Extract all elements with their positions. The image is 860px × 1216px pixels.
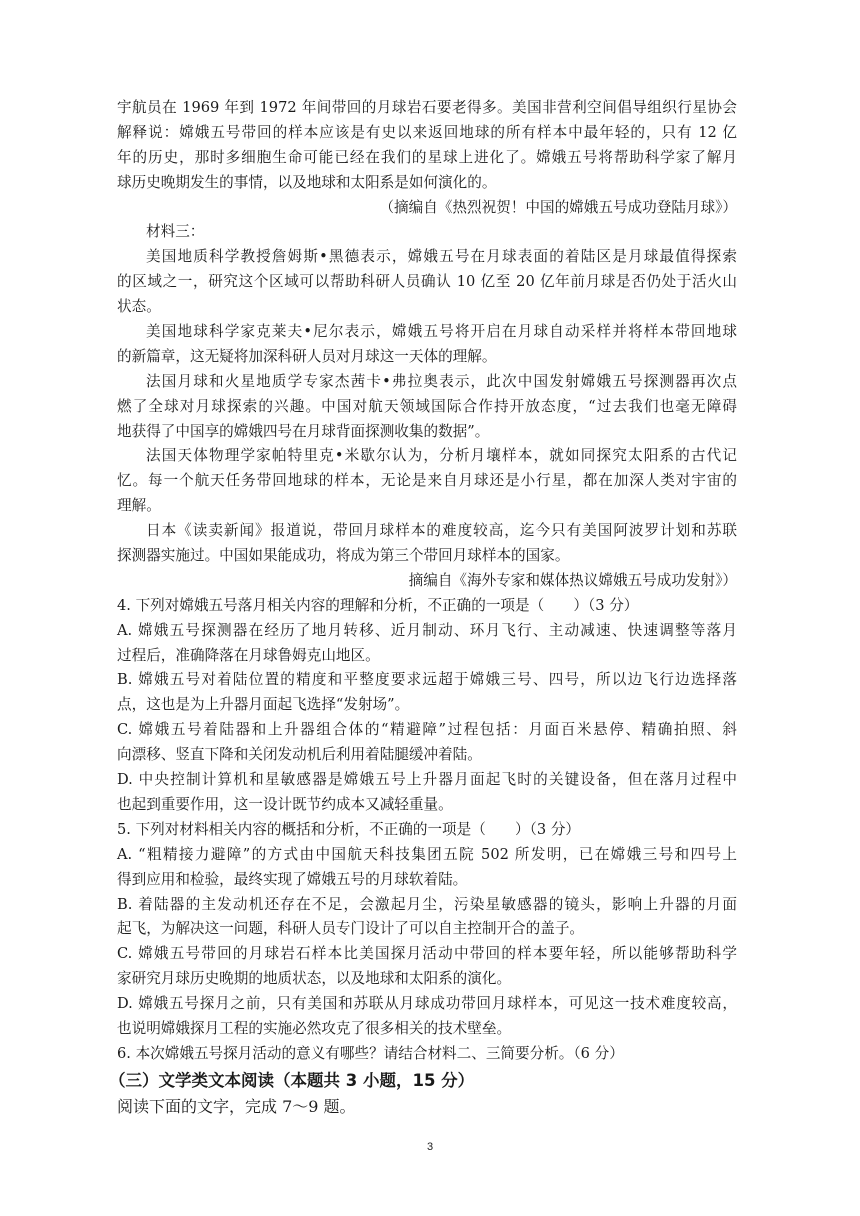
text-line: D. 嫦娥五号探月之前，只有美国和苏联从月球成功带回月球样本，可见这一技术难度较高， bbox=[117, 995, 737, 1013]
option-c bbox=[117, 942, 737, 992]
page-number: 3 bbox=[426, 1141, 434, 1153]
option-c bbox=[117, 718, 737, 768]
text-line: 状态。 bbox=[117, 298, 161, 316]
question-stem: 4. 下列对嫦娥五号落月相关内容的理解和分析，不正确的一项是（ ）（3 分） bbox=[117, 596, 639, 614]
text-line: 家研究月球历史晚期的地质状态，以及地球和太阳系的演化。 bbox=[117, 970, 512, 988]
text-line: 理解。 bbox=[117, 497, 161, 515]
section-intro: 阅读下面的文字，完成 7～9 题。 bbox=[117, 1096, 356, 1116]
option-a bbox=[117, 619, 737, 669]
material-3-paragraph bbox=[117, 444, 737, 519]
text-line: 也起到重要作用，这一设计既节约成本又减轻重量。 bbox=[117, 795, 453, 813]
text-line: B. 着陆器的主发动机还存在不足，会激起月尘，污染星敏感器的镜头，影响上升器的月面 bbox=[117, 895, 737, 913]
source-citation: （摘编自《热烈祝贺！中国的嫦娥五号成功登陆月球》） bbox=[379, 198, 737, 216]
option-b bbox=[117, 893, 737, 943]
text-line: 起飞，为解决这一问题，科研人员专门设计了可以自主控制开合的盖子。 bbox=[117, 920, 585, 938]
text-line: 解释说：嫦娥五号带回的样本应该是有史以来返回地球的所有样本中最年轻的，只有 12 亿 bbox=[117, 123, 737, 141]
material-3-paragraph bbox=[117, 370, 737, 445]
text-line: C. 嫦娥五号着陆器和上升器组合体的“精避障”过程包括：月面百米悬停、精确拍照、斜 bbox=[117, 721, 737, 739]
material-3 bbox=[117, 220, 737, 593]
text-line: 的区域之一，研究这个区域可以帮助科研人员确认 10 亿至 20 亿年前月球是否仍处于活火山 bbox=[117, 273, 737, 291]
text-line: A. “粗精接力避障”的方式由中国航天科技集团五院 502 所发明，已在嫦娥三号和四号上 bbox=[117, 845, 737, 863]
text-line: 日本《读卖新闻》报道说，带回月球样本的难度较高，迄今只有美国阿波罗计划和苏联 bbox=[146, 522, 737, 540]
text-line: 向漂移、竖直下降和关闭发动机后利用着陆腿缓冲着陆。 bbox=[117, 746, 482, 764]
text-line: A. 嫦娥五号探测器在经历了地月转移、近月制动、环月飞行、主动减速、快速调整等落月 bbox=[117, 621, 737, 639]
text-line: 地获得了中国享的嫦娥四号在月球背面探测收集的数据”。 bbox=[117, 422, 490, 440]
question-4 bbox=[117, 594, 737, 818]
material-3-paragraph bbox=[117, 320, 737, 370]
section-heading: （三）文学类文本阅读（本题共 3 小题，15 分） bbox=[109, 1070, 475, 1090]
text-line: 球历史晚期发生的事情，以及地球和太阳系是如何演化的。 bbox=[117, 173, 497, 191]
material-2-tail bbox=[117, 96, 737, 220]
text-line: 也说明嫦娥探月工程的实施必然攻克了很多相关的技术壁垒。 bbox=[117, 1019, 512, 1037]
material-3-label: 材料三： bbox=[146, 223, 205, 241]
text-line: 美国地球科学家克莱夫•尼尔表示，嫦娥五号将开启在月球自动采样并将样本带回地球 bbox=[146, 323, 737, 341]
text-line: 法国天体物理学家帕特里克•米歇尔认为，分析月壤样本，就如同探究太阳系的古代记 bbox=[146, 447, 737, 465]
option-d bbox=[117, 768, 737, 818]
text-line: 法国月球和火星地质学专家杰茜卡•弗拉奥表示，此次中国发射嫦娥五号探测器再次点 bbox=[146, 372, 737, 390]
text-line: 过程后，准确降落在月球鲁姆克山地区。 bbox=[117, 646, 380, 664]
material-3-paragraph bbox=[117, 245, 737, 320]
text-line: 燃了全球对月球探索的兴趣。中国对航天领域国际合作持开放态度，“过去我们也毫无障碍 bbox=[117, 397, 737, 415]
option-d bbox=[117, 992, 737, 1042]
text-line: 的新篇章，这无疑将加深科研人员对月球这一天体的理解。 bbox=[117, 347, 497, 365]
option-b bbox=[117, 668, 737, 718]
text-line: 探测器实施过。中国如果能成功，将成为第三个带回月球样本的国家。 bbox=[117, 547, 570, 565]
text-line: C. 嫦娥五号带回的月球岩石样本比美国探月活动中带回的样本要年轻，所以能够帮助科学 bbox=[117, 945, 737, 963]
question-6: 6. 本次嫦娥五号探月活动的意义有哪些？请结合材料二、三简要分析。（6 分） bbox=[117, 1044, 624, 1062]
source-citation: 摘编自《海外专家和媒体热议嫦娥五号成功发射》） bbox=[408, 571, 737, 589]
text-line: 点，这也是为上升器月面起飞选择“发射场”。 bbox=[117, 696, 410, 714]
text-line: 得到应用和检验，最终实现了嫦娥五号的月球软着陆。 bbox=[117, 870, 468, 888]
question-stem: 5. 下列对材料相关内容的概括和分析，不正确的一项是（ ）（3 分） bbox=[117, 820, 581, 838]
text-line: D. 中央控制计算机和星敏感器是嫦娥五号上升器月面起飞时的关键设备，但在落月过程中 bbox=[117, 771, 737, 789]
material-3-paragraph bbox=[117, 519, 737, 569]
text-line: 美国地质科学教授詹姆斯•黑德表示，嫦娥五号在月球表面的着陆区是月球最值得探索 bbox=[146, 248, 737, 266]
text-line: 年的历史，那时多细胞生命可能已经在我们的星球上进化了。嫦娥五号将帮助科学家了解月 bbox=[117, 148, 737, 166]
text-line: B. 嫦娥五号对着陆位置的精度和平整度要求远超于嫦娥三号、四号，所以边飞行边选择落 bbox=[117, 671, 737, 689]
text-line: 忆。每一个航天任务带回地球的样本，无论是来自月球还是小行星，都在加深人类对宇宙的 bbox=[117, 472, 737, 490]
text-line: 宇航员在 1969 年到 1972 年间带回的月球岩石要老得多。美国非营利空间倡导组织行星协会 bbox=[117, 99, 737, 116]
question-5 bbox=[117, 818, 737, 1042]
page-content bbox=[109, 96, 737, 1120]
option-a bbox=[117, 843, 737, 893]
